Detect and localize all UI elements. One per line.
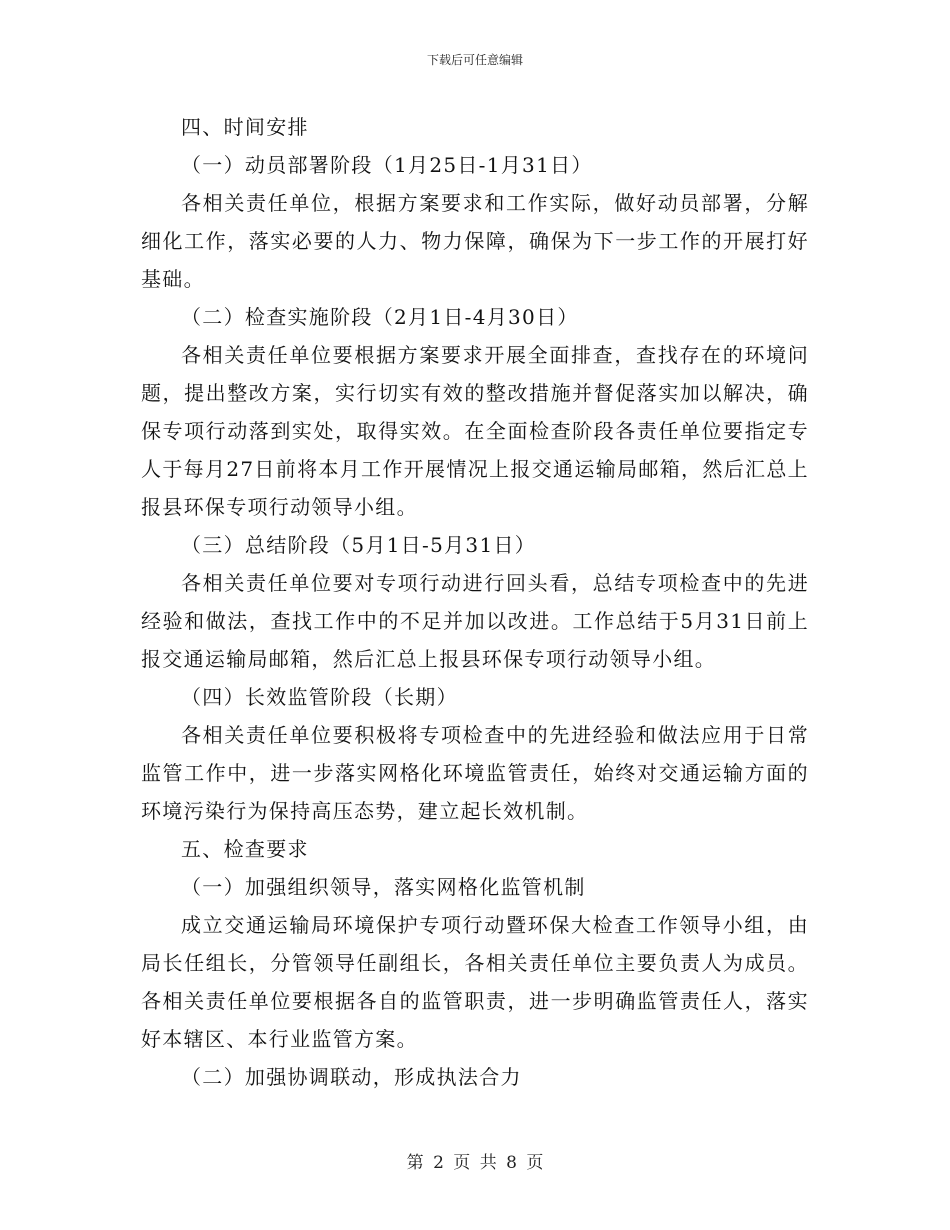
paragraph-inspection: 各相关责任单位要根据方案要求开展全面排查，查找存在的环境问题，提出整改方案，实行切实有效的整改措施并督促落实加以解决，确保专项行动落到实处，取得实效。在全面检查阶段各责任单位要指定专人于每月27日前将本月工作开展情况上报交通运输局邮箱，然后汇总上报县环保专项行动领导小组。 <box>141 343 809 519</box>
paragraph-mobilization: 各相关责任单位，根据方案要求和工作实际，做好动员部署，分解细化工作，落实必要的人力、物力保障，确保为下一步工作的开展打好基础。 <box>141 191 809 291</box>
paragraph-organization-leadership: 成立交通运输局环境保护专项行动暨环保大检查工作领导小组，由局长任组长，分管领导任副组长，各相关责任单位主要负责人为成员。各相关责任单位要根据各自的监管职责，进一步明确监管责任人，落实好本辖区、本行业监管方案。 <box>141 913 809 1051</box>
subheading-mobilization-stage: （一）动员部署阶段（1月25日-1月31日） <box>181 153 593 177</box>
document-body <box>141 108 809 1096</box>
paragraph-summary: 各相关责任单位要对专项行动进行回头看，总结专项检查中的先进经验和做法，查找工作中的不足并加以改进。工作总结于5月31日前上报交通运输局邮箱，然后汇总上报县环保专项行动领导小组。 <box>141 571 809 671</box>
subheading-inspection-stage: （二）检查实施阶段（2月1日-4月30日） <box>181 305 579 329</box>
page-number: 第 2 页 共 8 页 <box>406 1153 544 1173</box>
page-header-note: 下载后可任意编辑 <box>426 53 523 67</box>
subheading-long-term-stage: （四）长效监管阶段（长期） <box>181 685 458 709</box>
paragraph-long-term: 各相关责任单位要积极将专项检查中的先进经验和做法应用于日常监管工作中，进一步落实网格化环境监管责任，始终对交通运输方面的环境污染行为保持高压态势，建立起长效机制。 <box>141 723 809 823</box>
subheading-organization-leadership: （一）加强组织领导，落实网格化监管机制 <box>181 875 586 899</box>
subheading-summary-stage: （三）总结阶段（5月1日-5月31日） <box>181 533 537 557</box>
section-heading-time-schedule: 四、时间安排 <box>181 115 309 139</box>
section-heading-inspection-requirements: 五、检查要求 <box>181 837 309 861</box>
subheading-coordination: （二）加强协调联动，形成执法合力 <box>181 1065 522 1089</box>
